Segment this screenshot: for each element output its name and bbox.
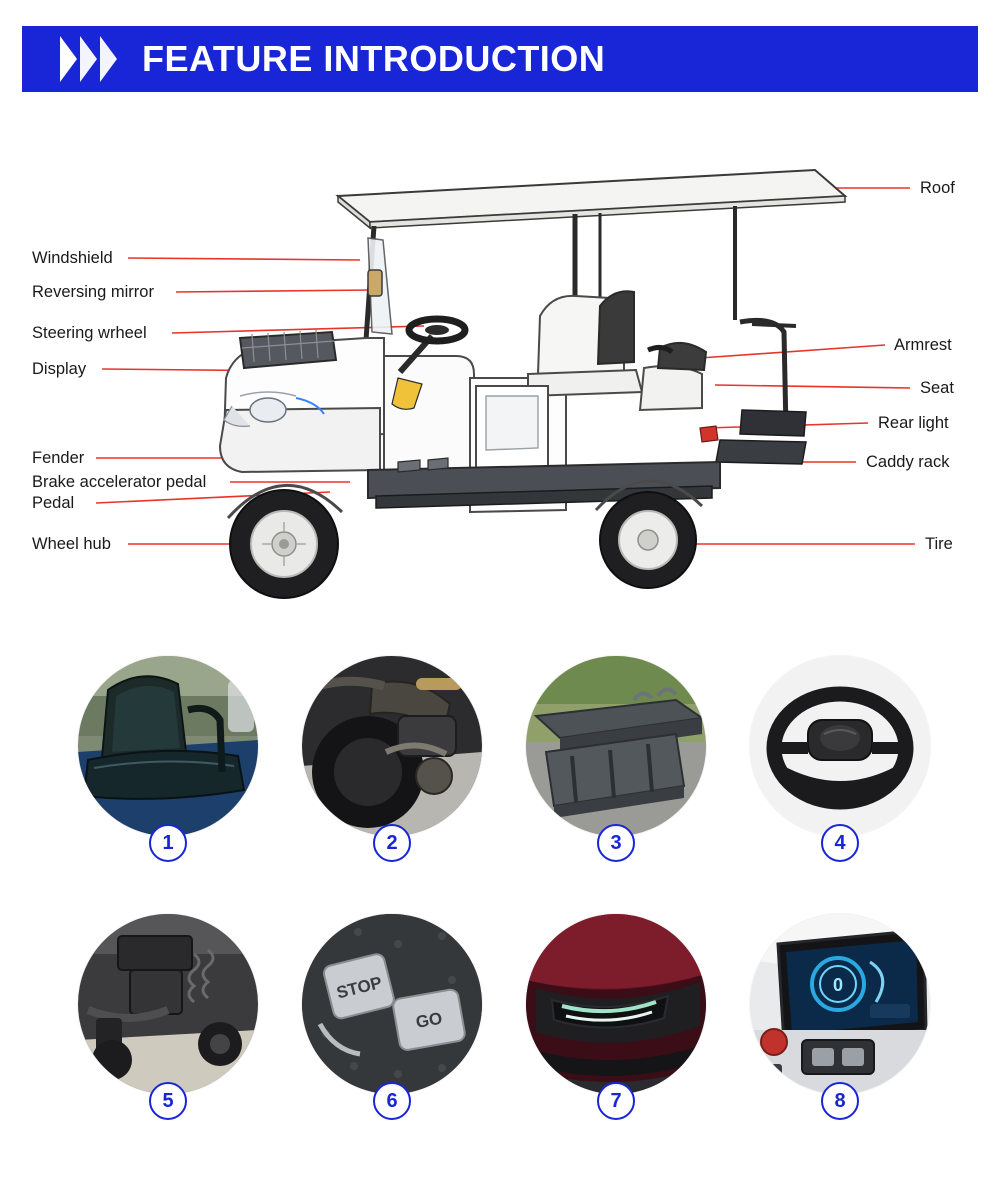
thumbnail-badge-7: 7 [597,1082,635,1120]
svg-text:GO: GO [414,1008,444,1032]
thumbnail-8[interactable] [750,914,930,1112]
page-header-banner [22,26,978,92]
callout-rear-light: Rear light [878,414,949,432]
thumbnail-2[interactable] [302,656,482,854]
thumbnail-badge-4: 4 [821,824,859,862]
callout-brake-accelerator-pedal: Brake accelerator pedal [32,473,207,491]
callout-pedal: Pedal [32,494,75,512]
thumbnail-4[interactable] [750,656,930,854]
callout-steering-wheel: Steering wrheel [32,324,147,342]
callout-tire: Tire [925,535,953,553]
thumbnail-badge-6: 6 [373,1082,411,1120]
rear-axle-motor-photo [302,656,482,836]
headlight-photo [526,914,706,1094]
svg-text:0: 0 [832,975,844,995]
feature-diagram [0,110,1000,630]
thumbnail-badge-2: 2 [373,824,411,862]
callout-armrest: Armrest [894,336,952,354]
thumbnail-3[interactable] [526,656,706,854]
thumbnail-badge-1: 1 [149,824,187,862]
steering-wheel-photo [750,656,930,836]
svg-text:STOP: STOP [334,972,384,1003]
thumbnail-badge-5: 5 [149,1082,187,1120]
callout-seat: Seat [920,379,954,397]
golf-cart-illustration [0,110,1000,630]
callout-roof: Roof [920,179,955,197]
feature-thumbnail-grid [0,640,1000,1170]
callout-reversing-mirror: Reversing mirror [32,283,154,301]
stop-go-pedals-photo [302,914,482,1094]
chassis-frame-photo [526,656,706,836]
chevron-group [60,36,120,82]
chevron-right-icon [60,36,77,82]
thumbnail-7[interactable] [526,914,706,1112]
thumbnail-badge-8: 8 [821,1082,859,1120]
callout-wheel-hub: Wheel hub [32,535,111,553]
callout-windshield: Windshield [32,249,113,267]
chevron-right-icon [100,36,117,82]
thumbnail-1[interactable] [78,656,258,854]
callout-display: Display [32,360,87,378]
callout-fender: Fender [32,449,85,467]
page-title: FEATURE INTRODUCTION [142,38,606,79]
thumbnail-badge-3: 3 [597,824,635,862]
dashboard-display-photo [750,914,930,1094]
seat-assembly-photo [78,656,258,836]
thumbnail-5[interactable] [78,914,258,1112]
suspension-underbody-photo [78,914,258,1094]
thumbnail-6[interactable] [302,914,482,1112]
chevron-right-icon [80,36,97,82]
callout-caddy-rack: Caddy rack [866,453,950,471]
